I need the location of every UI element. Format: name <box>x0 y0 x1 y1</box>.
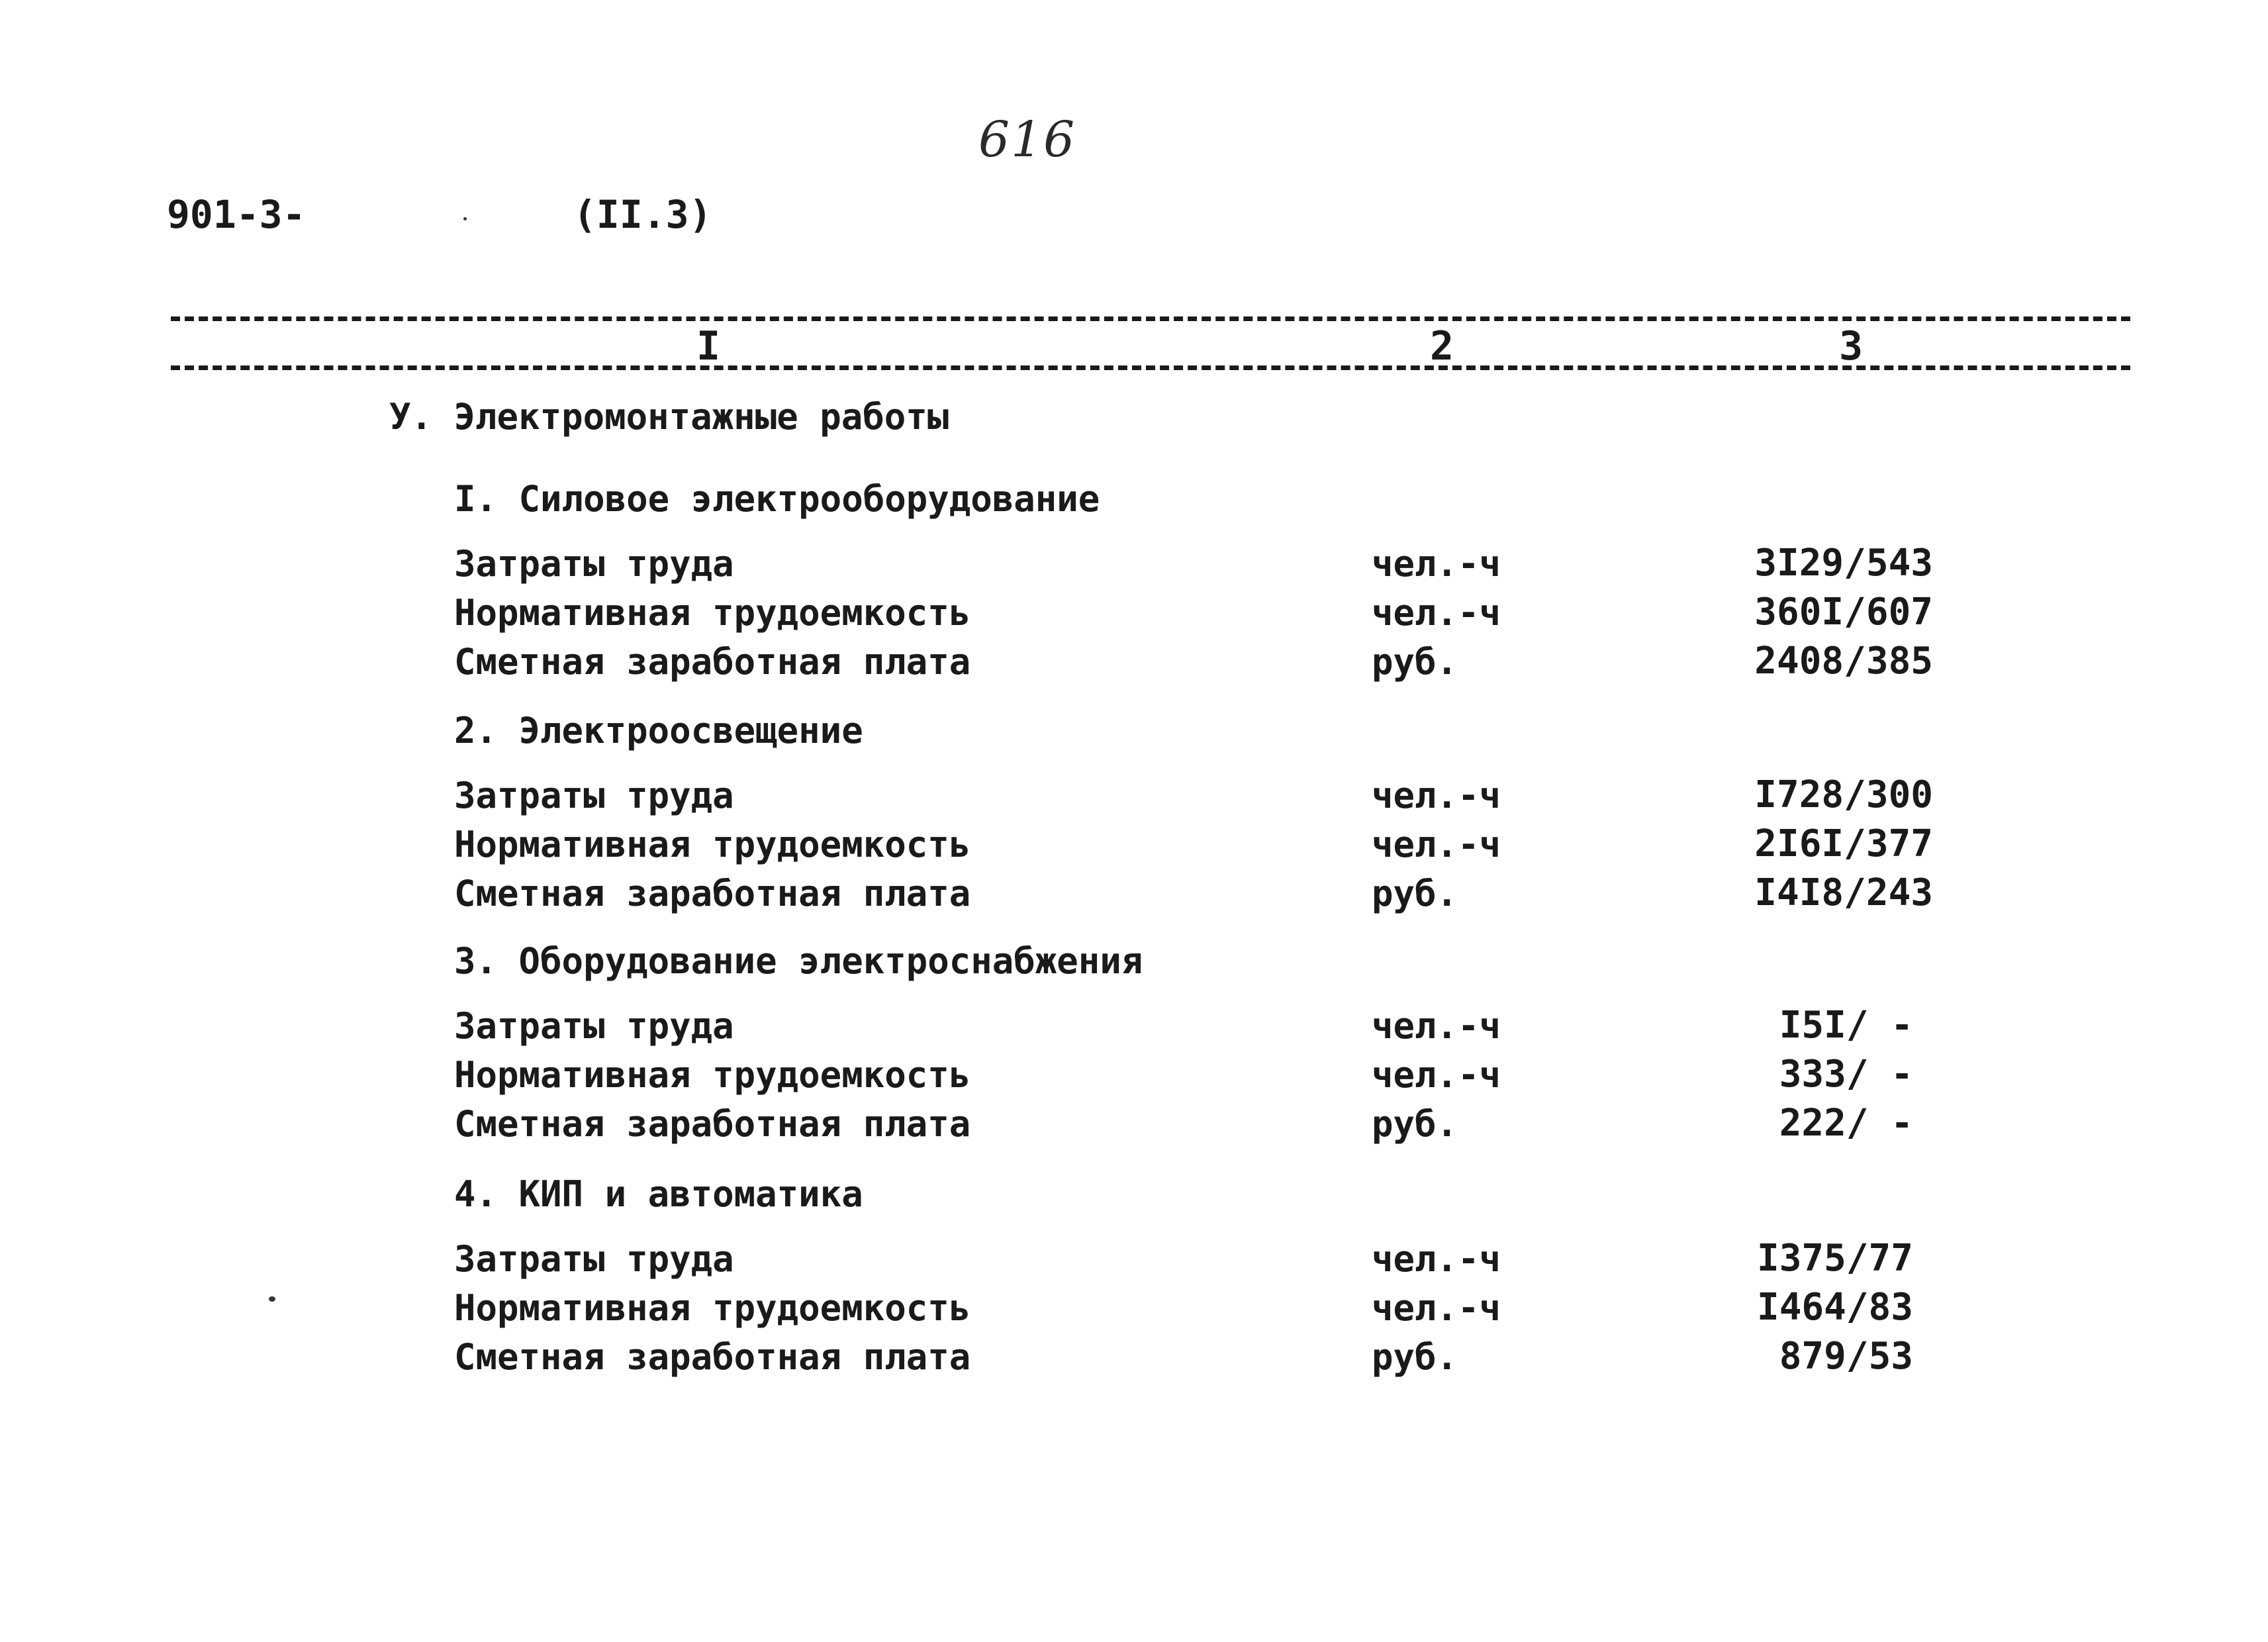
page-number: 616 <box>978 111 1076 168</box>
row-label: Затраты труда <box>454 1238 734 1280</box>
row-label: Нормативная трудоемкость <box>454 1287 971 1329</box>
group-title: 4. КИП и автоматика <box>454 1173 863 1215</box>
row-value: 2408/385 <box>1754 640 1933 683</box>
row-unit: руб. <box>1372 1103 1458 1145</box>
row-value: 222/ - <box>1779 1102 1913 1145</box>
row-unit: чел.-ч <box>1372 824 1501 865</box>
row-label: Затраты труда <box>454 1005 734 1047</box>
row-unit: чел.-ч <box>1372 592 1501 634</box>
table-top-rule <box>171 316 2130 321</box>
row-value: 3I29/543 <box>1754 542 1933 585</box>
column-header-3: 3 <box>1839 323 1864 369</box>
row-value: I5I/ - <box>1779 1004 1913 1047</box>
row-unit: чел.-ч <box>1372 1054 1501 1096</box>
scan-speck <box>269 1296 275 1302</box>
document-code: 901-3- <box>167 192 306 237</box>
row-value: I464/83 <box>1756 1286 1913 1329</box>
row-value: 879/53 <box>1779 1335 1913 1378</box>
document-reference: (II.3) <box>573 192 712 237</box>
row-unit: чел.-ч <box>1372 543 1501 585</box>
row-label: Сметная заработная плата <box>454 873 971 914</box>
row-label: Сметная заработная плата <box>454 641 971 683</box>
row-label: Сметная заработная плата <box>454 1103 971 1145</box>
row-unit: руб. <box>1372 641 1458 683</box>
row-label: Сметная заработная плата <box>454 1336 971 1378</box>
section-title: У. Электромонтажные работы <box>389 396 949 438</box>
row-label: Затраты труда <box>454 543 734 585</box>
row-label: Нормативная трудоемкость <box>454 592 971 634</box>
row-unit: чел.-ч <box>1372 1238 1501 1280</box>
table-header-rule <box>171 365 2130 370</box>
column-header-2: 2 <box>1430 323 1454 369</box>
scan-speck <box>463 217 467 220</box>
group-title: 3. Оборудование электроснабжения <box>454 940 1143 982</box>
row-value: I4I8/243 <box>1754 871 1933 914</box>
row-value: I375/77 <box>1756 1237 1913 1280</box>
row-unit: чел.-ч <box>1372 1287 1501 1329</box>
row-label: Затраты труда <box>454 775 734 816</box>
row-value: 360I/607 <box>1754 591 1933 634</box>
group-title: I. Силовое электрооборудование <box>454 478 1100 520</box>
row-unit: руб. <box>1372 873 1458 914</box>
row-value: I728/300 <box>1754 773 1933 816</box>
row-value: 333/ - <box>1779 1053 1913 1096</box>
row-value: 2I6I/377 <box>1754 822 1933 865</box>
row-unit: чел.-ч <box>1372 1005 1501 1047</box>
group-title: 2. Электроосвещение <box>454 710 863 751</box>
row-label: Нормативная трудоемкость <box>454 824 971 865</box>
column-header-1: I <box>696 323 721 369</box>
row-unit: руб. <box>1372 1336 1458 1378</box>
row-label: Нормативная трудоемкость <box>454 1054 971 1096</box>
row-unit: чел.-ч <box>1372 775 1501 816</box>
